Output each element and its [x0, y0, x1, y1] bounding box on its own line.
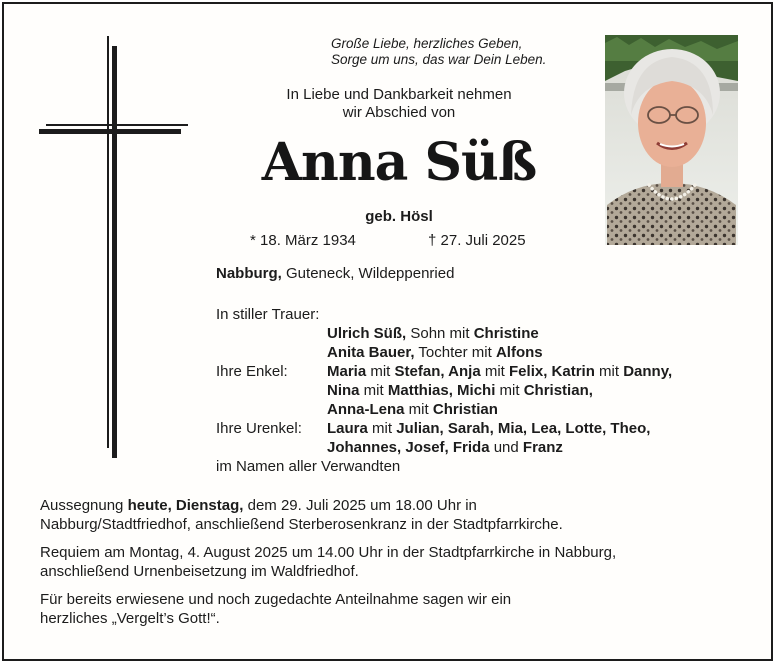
mourner-name: Franz: [522, 439, 563, 456]
cross-icon-horizontal-thin: [46, 124, 188, 126]
memorial-quote: [331, 36, 546, 68]
quote-line-1: Große Liebe, herzliches Geben,: [331, 36, 523, 51]
birth-date: * 18. März 1934: [250, 232, 356, 249]
enkel-line-3: [327, 400, 498, 419]
aussegnung-text: Aussegnung heute, Dienstag, dem 29. Juli 2025 um 18.00 Uhr in Nabburg/Stadtfriedhof, anschließend Sterberosenkranz in der Stadtpfarrkirche.: [40, 497, 563, 533]
mourner-son: Ulrich Süß, Sohn mit Christine: [327, 325, 539, 342]
mourner-connector: und: [489, 439, 523, 456]
mourner-connector: mit: [594, 363, 624, 380]
enkel-line-1: [327, 362, 672, 381]
mourner-connector: mit: [495, 382, 524, 399]
mourner-name: Christian,: [523, 382, 593, 399]
place-main: Nabburg,: [216, 265, 282, 282]
place-rest: Guteneck, Wildeppenried: [281, 265, 455, 282]
mourner-name: Nina: [327, 382, 360, 399]
intro-text: [214, 86, 584, 122]
mourner-name: Maria: [327, 363, 367, 380]
mourner-name: Matthias, Michi: [387, 382, 496, 399]
deceased-name: Anna Süß: [261, 132, 537, 193]
mourner-connector: mit: [367, 420, 397, 437]
relatives-line: im Namen aller Verwandten: [216, 458, 401, 475]
intro-line-1: In Liebe und Dankbarkeit nehmen: [286, 86, 512, 103]
urenkel-line-1: [327, 419, 650, 438]
portrait-photo: [605, 35, 738, 245]
service-info: [40, 496, 760, 637]
mourner-name: Julian, Sarah, Mia, Lea, Lotte, Theo,: [396, 420, 651, 437]
cross-icon-vertical: [112, 46, 117, 458]
urenkel-label: Ihre Urenkel:: [216, 420, 302, 437]
mourner-connector: mit: [366, 363, 395, 380]
enkel-label: Ihre Enkel:: [216, 363, 288, 380]
mourners-heading: In stiller Trauer:: [216, 306, 320, 323]
mourner-connector: mit: [404, 401, 433, 418]
urenkel-line-2: [327, 438, 563, 457]
birth-name: geb. Hösl: [365, 208, 433, 225]
mourner-name: Stefan, Anja: [394, 363, 481, 380]
mourner-name: Christian: [432, 401, 498, 418]
place-line: [216, 265, 454, 282]
mourner-name: Danny,: [623, 363, 673, 380]
obituary-card: [2, 2, 773, 661]
mourner-name: Anna-Lena: [327, 401, 405, 418]
requiem-text: Requiem am Montag, 4. August 2025 um 14.00 Uhr in der Stadtpfarrkirche in Nabburg, anschließend Urnenbeisetzung im Waldfriedhof.: [40, 544, 617, 580]
mourner-name: Laura: [327, 420, 368, 437]
cross-icon-horizontal: [39, 129, 181, 134]
enkel-line-2: [327, 381, 593, 400]
intro-line-2: wir Abschied von: [342, 104, 456, 121]
mourner-name: Felix, Katrin: [509, 363, 595, 380]
quote-line-2: Sorge um uns, das war Dein Leben.: [331, 52, 547, 67]
mourner-connector: mit: [480, 363, 510, 380]
death-date: † 27. Juli 2025: [428, 232, 526, 249]
mourner-daughter: Anita Bauer, Tochter mit Alfons: [327, 344, 543, 361]
mourner-connector: mit: [359, 382, 388, 399]
thanks-text: Für bereits erwiesene und noch zugedachte Anteilnahme sagen wir ein herzliches „Vergelt’s Gott!“.: [40, 591, 512, 627]
mourner-name: Johannes, Josef, Frida: [327, 439, 490, 456]
cross-icon-vertical-thin: [107, 36, 109, 448]
